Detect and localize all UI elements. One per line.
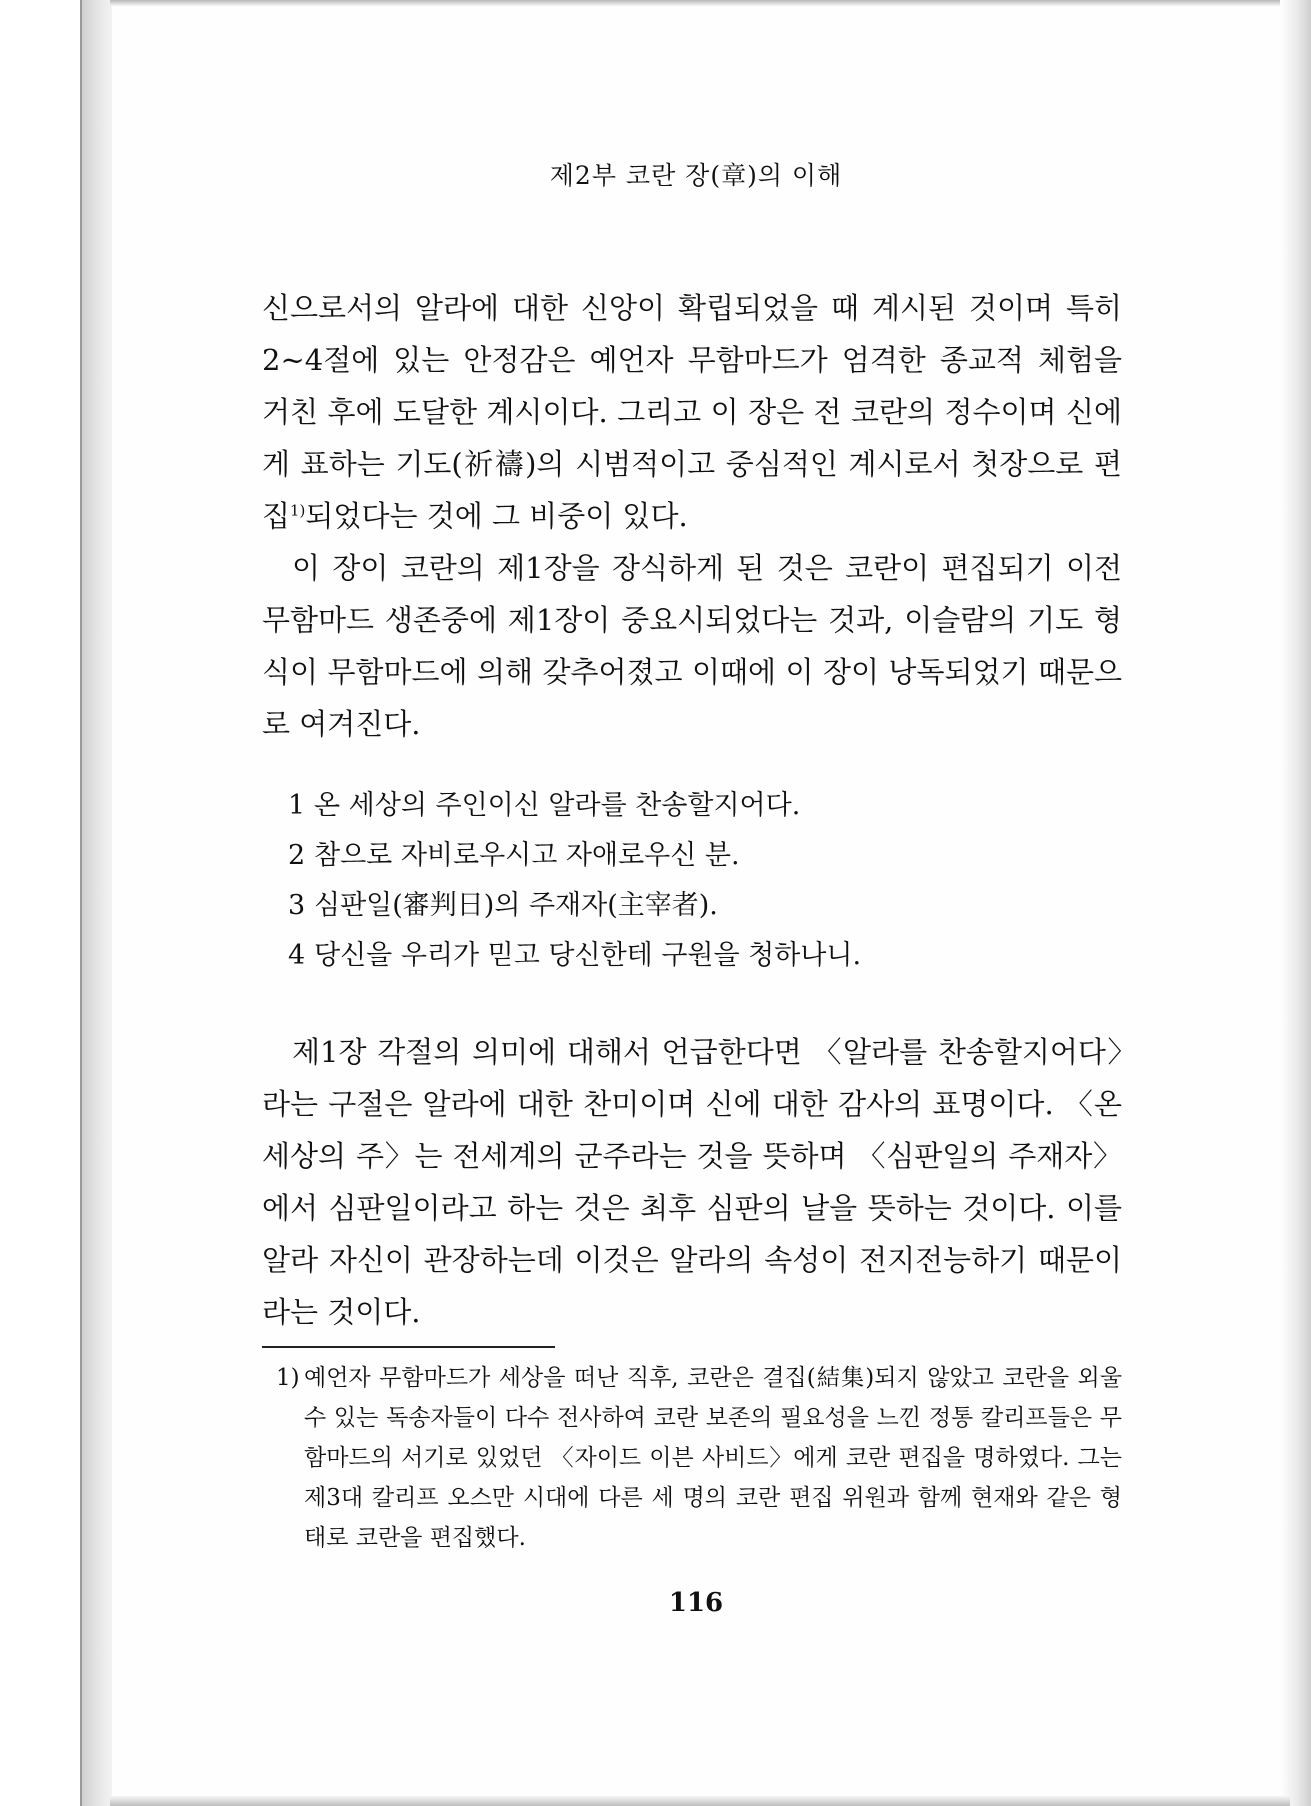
book-page (112, 6, 1280, 1796)
verse-item (288, 931, 1108, 981)
verse-number: 2 (288, 840, 306, 871)
verse-item (288, 831, 1108, 881)
page-edge-right (1280, 0, 1311, 1806)
running-head: 제2부 코란 장(章)의 이해 (549, 161, 843, 190)
body-text-top (262, 282, 1122, 750)
paragraph-1-text: 신으로서의 알라에 대한 신앙이 확립되었을 때 계시된 것이며 특히 2~4절에 있는 안정감은 예언자 무함마드가 엄격한 종교적 체험을 거친 후에 도달한 계시이다. 그리고 이 장은 전 코란의 정수이며 신에게 표하는 기도(祈禱)의 시범적이고 중심적인 계시로서 첫장으로 편집 (262, 291, 1122, 533)
page-edge-bottom (110, 1796, 1290, 1806)
paragraph-3: 제1장 각절의 의미에 대해서 언급한다면 〈알라를 찬송할지어다〉라는 구절은 알라에 대한 찬미이며 신에 대한 감사의 표명이다. 〈온 세상의 주〉는 전세계의 군주라는 것을 뜻하며 〈심판일의 주재자〉에서 심판일이라고 하는 것은 최후 심판의 날을 뜻하는 것이다. 이를 알라 자신이 관장하는데 이것은 알라의 속성이 전지전능하기 때문이라는 것이다. (262, 1035, 1122, 1329)
verse-text: 온 세상의 주인이신 알라를 찬송할지어다. (314, 790, 801, 821)
footnote-number: 1) (276, 1365, 300, 1391)
verse-text: 심판일(審判日)의 주재자(主宰者). (314, 890, 718, 921)
verse-number: 1 (288, 790, 306, 821)
paragraph-2: 이 장이 코란의 제1장을 장식하게 된 것은 코란이 편집되기 이전 무함마드 생존중에 제1장이 중요시되었다는 것과, 이슬람의 기도 형식이 무함마드에 의해 갖추어졌고 이때에 이 장이 낭독되었기 때문으로 여겨진다. (262, 551, 1122, 741)
paragraph-1 (262, 282, 1122, 542)
footnote-divider (262, 1346, 555, 1348)
verse-item (288, 781, 1108, 831)
footnote-ref: 1) (290, 501, 306, 520)
page-number: 116 (668, 1588, 724, 1618)
verse-number: 3 (288, 890, 306, 921)
paragraph-1-tail: 되었다는 것에 그 비중이 있다. (305, 499, 688, 533)
verse-text: 참으로 자비로우시고 자애로우신 분. (314, 840, 740, 871)
page-edge-left (80, 0, 114, 1806)
footnote-text: 예언자 무함마드가 세상을 떠난 직후, 코란은 결집(結集)되지 않았고 코란을 외울 수 있는 독송자들이 다수 전사하여 코란 보존의 필요성을 느낀 정통 칼리프들은 무함마드의 서기로 있었던 〈자이드 이븐 사비드〉에게 코란 편집을 명하였다. 그는 제3대 칼리프 오스만 시대에 다른 세 명의 코란 편집 위원과 함께 현재와 같은 형태로 코란을 편집했다. (304, 1365, 1122, 1551)
verse-text: 당신을 우리가 믿고 당신한테 구원을 청하나니. (314, 940, 862, 971)
verse-item (288, 881, 1108, 931)
verse-list (288, 781, 1108, 981)
footnote (276, 1358, 1122, 1558)
verse-number: 4 (288, 940, 306, 971)
